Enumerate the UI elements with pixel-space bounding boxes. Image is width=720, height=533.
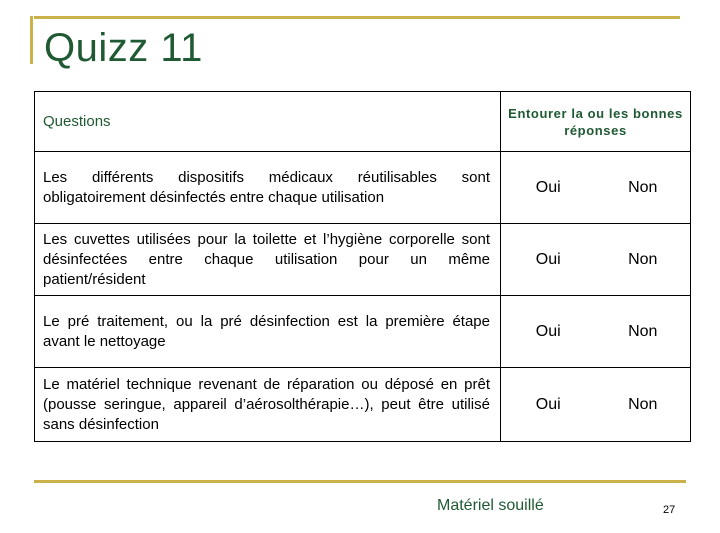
question-4: Le matériel technique revenant de réparation ou déposé en prêt (pousse seringue, appareil d’aérosolthérapie…), peut être utilisé sans désinfection xyxy=(35,368,501,442)
answer-non[interactable]: Non xyxy=(628,178,658,196)
answer-non[interactable]: Non xyxy=(628,322,658,340)
table-header-row xyxy=(35,92,691,152)
quiz-table xyxy=(34,91,691,442)
left-accent-line xyxy=(30,16,33,64)
answer-non[interactable]: Non xyxy=(628,250,658,268)
table-row xyxy=(35,224,691,296)
answers-1 xyxy=(501,152,691,224)
answers-4 xyxy=(501,368,691,442)
page-number: 27 xyxy=(663,504,676,516)
answer-oui[interactable]: Oui xyxy=(535,322,561,340)
answers-2 xyxy=(501,224,691,296)
table-row xyxy=(35,152,691,224)
answer-non[interactable]: Non xyxy=(628,395,658,413)
top-accent-line xyxy=(34,16,680,19)
header-questions: Questions xyxy=(35,92,501,152)
slide-title: Quizz 11 xyxy=(44,26,203,70)
table-row xyxy=(35,296,691,368)
answers-3 xyxy=(501,296,691,368)
question-2: Les cuvettes utilisées pour la toilette et l’hygiène corporelle sont désinfectées entre chaque utilisation pour un même patient/résident xyxy=(35,224,501,296)
answer-oui[interactable]: Oui xyxy=(535,395,561,413)
table-row xyxy=(35,368,691,442)
question-1: Les différents dispositifs médicaux réutilisables sont obligatoirement désinfectés entre chaque utilisation xyxy=(35,152,501,224)
header-answers: Entourer la ou les bonnes réponses xyxy=(501,92,691,152)
question-3: Le pré traitement, ou la pré désinfection est la première étape avant le nettoyage xyxy=(35,296,501,368)
answer-oui[interactable]: Oui xyxy=(535,178,561,196)
footer-text: Matériel souillé xyxy=(437,497,544,514)
bottom-accent-line xyxy=(34,480,686,483)
answer-oui[interactable]: Oui xyxy=(535,250,561,268)
